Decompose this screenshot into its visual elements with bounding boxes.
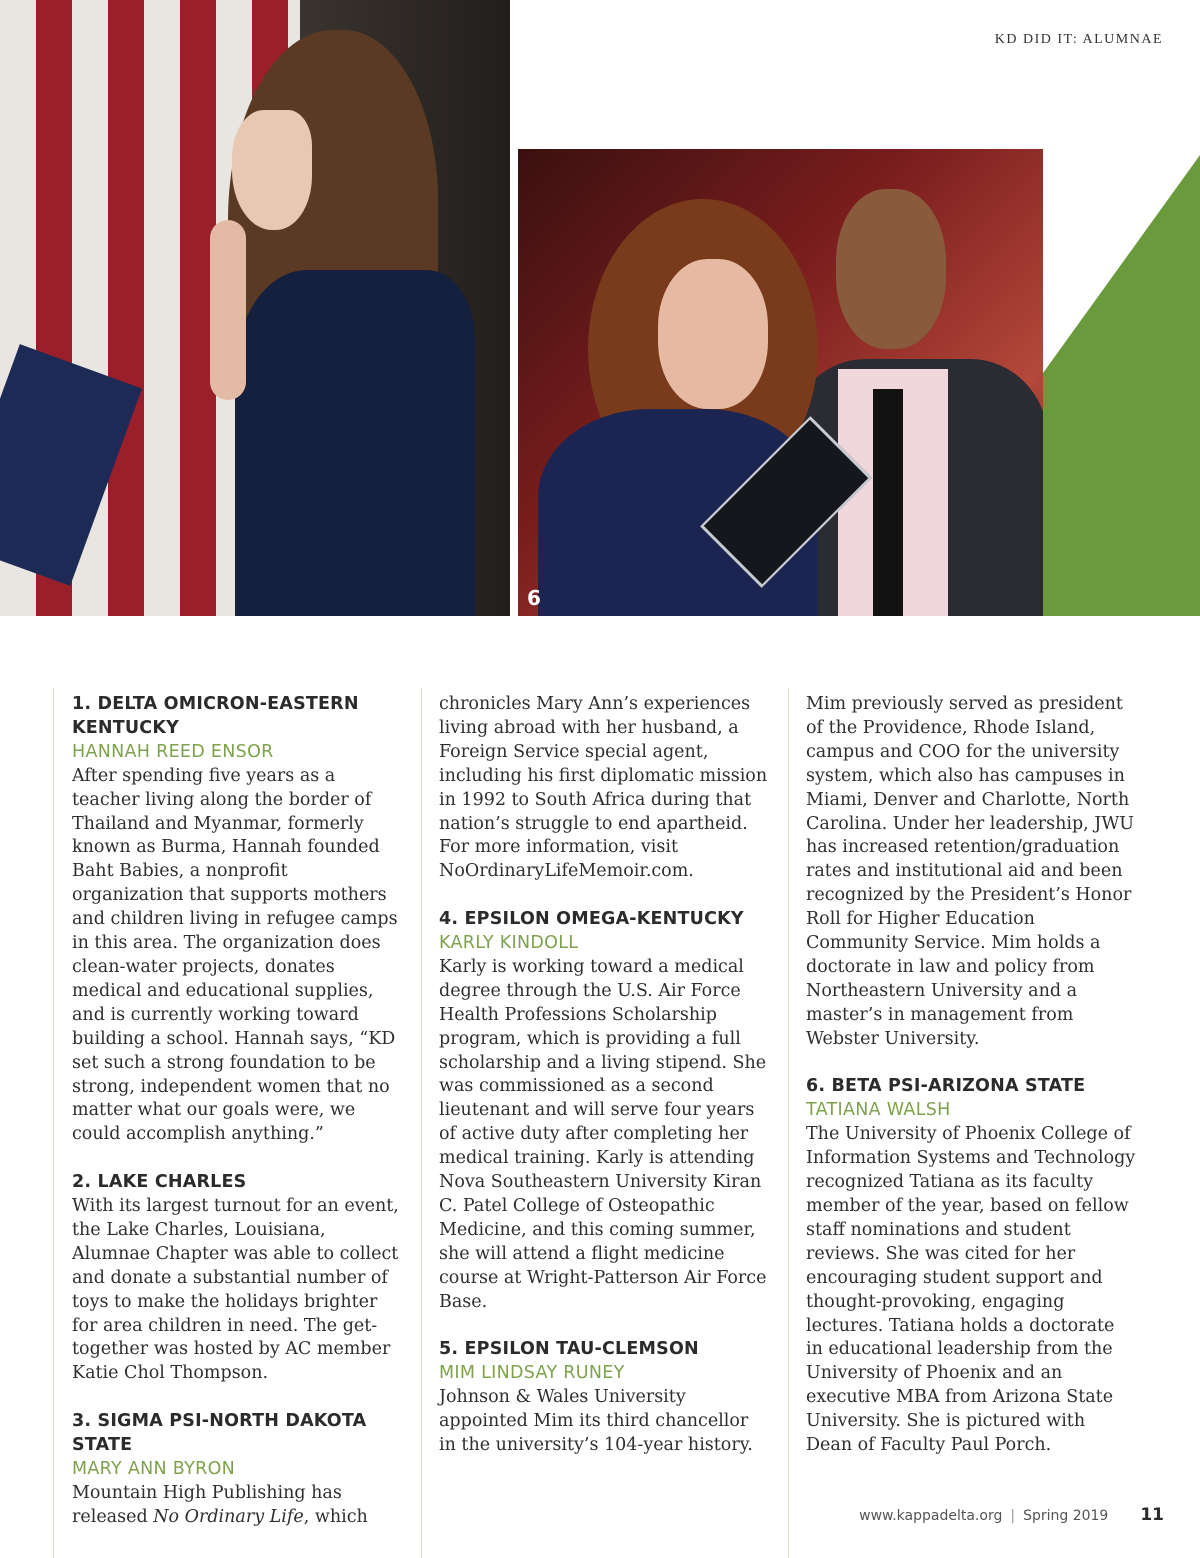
entry-1 — [72, 693, 402, 1147]
entry-body: Karly is working toward a medical degree through the U.S. Air Force Health Professions Scholarship program, which is providing a full scholarship and a living stipend. She was commissioned as a second lieutenant and will serve four years of active duty after completing her medical training. Karly is attending Nova Southeastern University Kiran C. Patel College of Osteopathic Medicine, and this coming summer, she will attend a flight medicine course at Wright-Patterson Air Force Base. — [439, 956, 767, 1312]
issue-label: Spring 2019 — [1023, 1508, 1109, 1524]
entry-title: 4. EPSILON OMEGA-KENTUCKY — [439, 909, 744, 930]
entry-3 — [72, 1410, 402, 1530]
entry-title: 5. EPSILON TAU-CLEMSON — [439, 1339, 699, 1360]
entry-body: After spending five years as a teacher living along the border of Thailand and Myanmar, formerly known as Burma, Hannah founded Baht Babies, a nonprofit organization that supports mothers and children living in refugee camps in this area. The organization does clean-water projects, donates medical and educational supplies, and is currently working toward building a school. Hannah says, “KD set such a strong foundation to be strong, independent women that no matter what our goals were, we could accomplish anything.” — [72, 765, 398, 1145]
page-number: 11 — [1140, 1505, 1164, 1525]
entry-name: MIM LINDSAY RUNEY — [439, 1363, 625, 1384]
column-3 — [806, 693, 1136, 1482]
entry-name: MARY ANN BYRON — [72, 1458, 236, 1479]
entry-2 — [72, 1171, 402, 1386]
raised-arm — [210, 220, 246, 400]
entry-6 — [806, 1075, 1136, 1458]
book-title: No Ordinary Life — [153, 1506, 304, 1527]
photo-award — [518, 149, 1043, 616]
entry-name: KARLY KINDOLL — [439, 933, 579, 954]
column-2 — [439, 693, 769, 1482]
entry-body: Mim previously served as president of the Providence, Rhode Island, campus and COO for the university system, which also has campuses in Miami, Denver and Charlotte, North Carolina. Under her leadership, JWU has increased retention/graduation rates and institutional aid and been recognized by the President’s Honor Roll for Higher Education Community Service. Mim holds a doctorate in law and policy from Northeastern University and a master’s in management from Webster University. — [806, 694, 1135, 1049]
column-rule — [53, 688, 54, 1558]
entry-name: TATIANA WALSH — [806, 1100, 951, 1121]
column-rule — [421, 688, 422, 1558]
entry-title: 6. BETA PSI-ARIZONA STATE — [806, 1076, 1086, 1097]
entry-body: Johnson & Wales University appointed Mim its third chancellor in the university’s 104-year history. — [439, 1387, 753, 1456]
photo-number: 6 — [527, 586, 541, 610]
man-face — [836, 189, 946, 349]
entry-name: HANNAH REED ENSOR — [72, 741, 274, 762]
section-tag: KD DID IT: ALUMNAE — [994, 32, 1163, 47]
column-rule — [788, 688, 789, 1558]
page-footer — [859, 1505, 1164, 1525]
entry-title: 1. DELTA OMICRON-EASTERN KENTUCKY — [72, 694, 359, 738]
entry-title: 3. SIGMA PSI-NORTH DAKOTA STATE — [72, 1411, 367, 1456]
woman-face — [658, 259, 768, 409]
man-tie — [873, 389, 903, 616]
entry-4 — [439, 908, 769, 1314]
entry-body: With its largest turnout for an event, the Lake Charles, Louisiana, Alumnae Chapter was able to collect and donate a substantial number of toys to make the holidays brighter for area children in need. The get-together was hosted by AC member Katie Chol Thompson. — [72, 1196, 399, 1384]
entry-5 — [439, 1338, 769, 1458]
entry-body: chronicles Mary Ann’s experiences living abroad with her husband, a Foreign Service special agent, including his first diplomatic mission in 1992 to South Africa during that nation’s struggle to end apartheid. For more information, visit NoOrdinaryLifeMemoir.com. — [439, 694, 768, 882]
footer-separator: | — [1010, 1508, 1016, 1524]
entry-5-continued — [806, 693, 1136, 1052]
entry-body: The University of Phoenix College of Information Systems and Technology recognized Tatiana as its faculty member of the year, based on fellow staff nominations and student reviews. She was cited for her encouraging student support and thought-provoking, engaging lectures. Tatiana holds a doctorate in educational leadership from the University of Phoenix and an executive MBA from Arizona State University. She is pictured with Dean of Faculty Paul Porch. — [806, 1124, 1136, 1456]
website-link[interactable]: www.kappadelta.org — [859, 1508, 1003, 1524]
photo-swearing-in — [0, 0, 510, 616]
woman-dress — [235, 270, 475, 616]
entry-title: 2. LAKE CHARLES — [72, 1172, 247, 1193]
entry-body: Mountain High Publishing has released No Ordinary Life, which — [72, 1482, 368, 1527]
column-1 — [72, 693, 402, 1554]
woman-face — [232, 110, 312, 230]
entry-3-continued — [439, 693, 769, 884]
